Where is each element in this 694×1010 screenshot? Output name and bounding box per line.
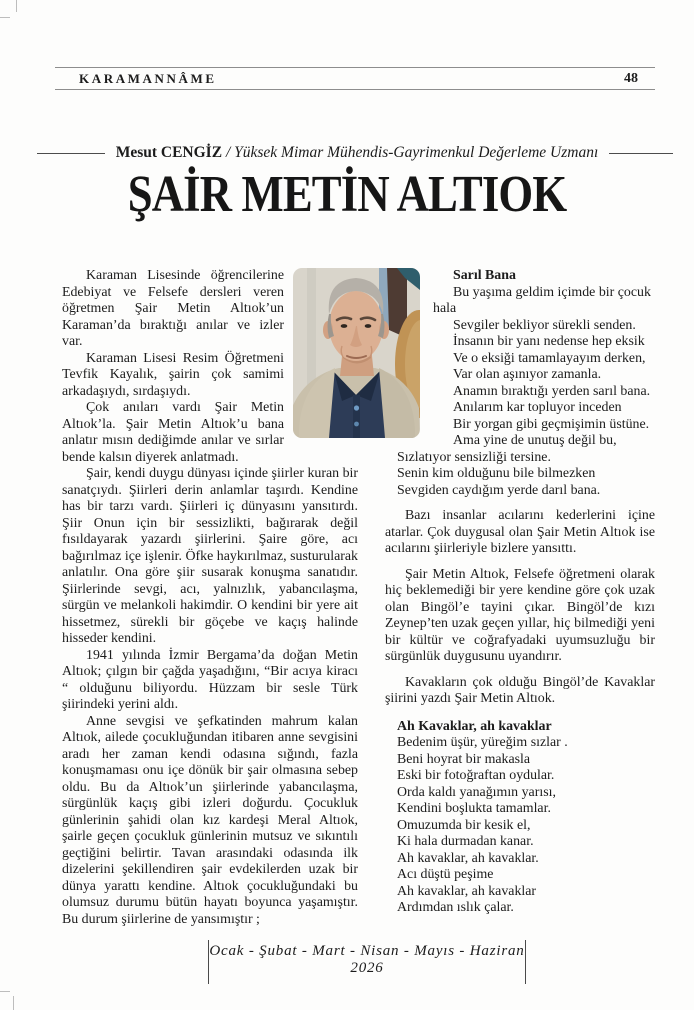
page-header: [55, 67, 655, 90]
paragraph: Anne sevgisi ve şefkatinden mahrum kalan Altıok, ailede çocukluğundan itibaren anne sevgisini aradı her zaman kendi odasına sığındı, fazla konuşmaması onu içe dönük bir şair olmasına sebep oldu. Bu da Altıok’un şiirlerinde yabancılaşma, sürgünlük kaçış gibi izleri doğurdu. Çocukluk günlerinin şahidi olan kız kardeşi Meral Altıok, şairle geçen çocukluk günlerinin mutsuz ve sıkıntılı geçtiğini belirtir. Tavan arasındaki odasında ilk dizelerini şekillendiren şair evdekilerden uzak bir dünya yarattı kendine. Altıok çocukluğundaki bu olumsuz durumu bütün hayatı boyunca yaşamıştır. Bu durum şiirlerine de yansımıştır ;: [62, 713, 358, 927]
author-title: / Yüksek Mimar Mühendis-Gayrimenkul Değerleme Uzmanı: [225, 144, 599, 161]
crop-mark: [13, 996, 14, 1010]
paragraph: Şair, kendi duygu dünyası içinde şiirler kuran bir sanatçıydı. Şiirleri derin anlamlar taşırdı. Kendine has bir tarzı vardı. Şiirleri iç dünyasını yansıtırdı. Şiir Onun için bir sessizlikti, bağırarak değil fısıldayarak yazardı şiirlerini. Şaire göre, acı bağırılmaz içe işlenir. Öfke haykırılmaz, susturularak anlatılır. Ona göre şiir susarak konuşma sanatıdır. Şiirlerinde sevgi, acı, yalnızlık, yabancılaşma, sürgün ve melankoli hakimdir. O kendini bir yere ait hissetmez, sürekli bir göçebe ve kaçış halinde hisseder kendini.: [62, 466, 358, 646]
poem-line: Beni hoyrat bir makasla: [397, 751, 531, 767]
poem-line: Bedenim üşür, yüreğim sızlar .: [397, 735, 568, 750]
poem-line: Orda kaldı yanağımın yarısı,: [397, 784, 556, 800]
crop-mark: [0, 17, 10, 18]
crop-mark: [0, 991, 10, 992]
poem-title: Sarıl Bana: [453, 268, 516, 283]
poem-line: Ve o eksiği tamamlayayım derken,: [453, 350, 646, 366]
poem-line: Anamın bıraktığı yerden sarıl bana.: [453, 383, 651, 399]
photo-wrap-spacer: [284, 268, 358, 450]
paragraph: Bazı insanlar acılarını kederlerini içine atarlar. Çok duygusal olan Şair Metin Altıok ise acılarını şiirleriyle bizlere yansıttı.: [385, 508, 655, 556]
paragraph: Kavakların çok olduğu Bingöl’de Kavaklar şiirini yazdı Şair Metin Altıok.: [385, 674, 655, 706]
poem-title: Ah Kavaklar, ah kavaklar: [397, 718, 552, 734]
poem-line: Ardımdan ıslık çalar.: [397, 900, 514, 915]
poem-line: Ama yine de unutuş değil bu,: [453, 433, 617, 448]
poem-line: Eski bir fotoğraftan oydular.: [397, 768, 555, 783]
poem-line: Omuzumda bir kesik el,: [397, 817, 531, 833]
poem-line: Sevgiler bekliyor sürekli senden.: [453, 317, 636, 333]
right-column: [385, 268, 655, 917]
paragraph: 1941 yılında İzmir Bergama’da doğan Metin Altıok; çılgın bir çağda yaşadığını, “Bir acıya kiracı “ olduğunu biliyordu. Hüzzam bir sesle Türk şiirindeki yerini aldı.: [62, 647, 358, 712]
paragraph: Karaman Lisesinde öğrencilerine Edebiyat ve Felsefe dersleri veren öğretmen Şair Metin Altıok’un Karaman’da bıraktığı anılar ve izler var.: [62, 268, 284, 349]
poem-line: İnsanın bir yanı nedense hep eksik: [453, 334, 645, 349]
paragraph: Karaman Lisesi Resim Öğretmeni Tevfik Kayalık, şairin çok samimi arkadaşıydı, sırdaşıydı.: [62, 350, 284, 399]
poem-line: Sızlatıyor sensizliği tersine.: [397, 449, 551, 465]
author-name: Mesut CENGİZ: [115, 144, 223, 161]
magazine-title: KARAMANNÂME: [79, 70, 217, 86]
poem-line: Anılarım kar topluyor inceden: [453, 400, 622, 415]
page-number: 48: [624, 70, 638, 86]
byline: [55, 144, 655, 162]
poem-line: Kendini boşlukta tamamlar.: [397, 801, 551, 816]
poem-line: Sevgiden caydığım yerde darıl bana.: [397, 482, 601, 498]
left-column: [62, 268, 358, 928]
poem-line: Ki hala durmadan kanar.: [397, 834, 534, 849]
article-title: ŞAİR METİN ALTIOK: [127, 166, 567, 223]
paragraph: Şair Metin Altıok, Felsefe öğretmeni olarak hiç beklemediği bir yere kendine göre çok uzak olan Bingöl’e tayini çıkar. Bingöl’de kızı Zeynep’ten uzak geçen yıllar, hiç bilmediği yeni bir kültür ve coğrafyadaki uyumsuzluğu bir sürgünlük duygusunu uyandırır.: [385, 566, 655, 664]
poem-line: Bu yaşıma geldim içimde bir çocuk: [453, 284, 651, 300]
paragraph: Çok anıları vardı Şair Metin Altıok’la. Şair Metin Altıok’u bana anlatır mısın dediğimde anılar ve sırlar bende kalsın diyerek anlatmadı.: [62, 400, 284, 465]
poem-saril-bana: [385, 268, 655, 499]
poem-line: Acı düştü peşime: [397, 867, 494, 882]
poem-line: Var olan aşınıyor zamanla.: [453, 367, 602, 382]
crop-mark: [16, 0, 17, 12]
poem-line: Bir yorgan gibi geçmişimin üstüne.: [453, 416, 650, 432]
byline-text: [116, 144, 599, 162]
issue-footer: [208, 940, 526, 984]
poem-ah-kavaklar: [385, 719, 655, 917]
poem-line: Senin kim olduğunu bile bilmezken: [397, 466, 596, 481]
byline-rule-left: [37, 153, 105, 154]
byline-rule-right: [609, 153, 673, 154]
poem-line: hala: [433, 301, 457, 316]
poem-line: Ah kavaklar, ah kavaklar: [397, 883, 537, 899]
poem-line: Ah kavaklar, ah kavaklar.: [397, 850, 539, 866]
issue-period: Ocak - Şubat - Mart - Nisan - Mayıs - Haziran 2026: [209, 943, 525, 976]
